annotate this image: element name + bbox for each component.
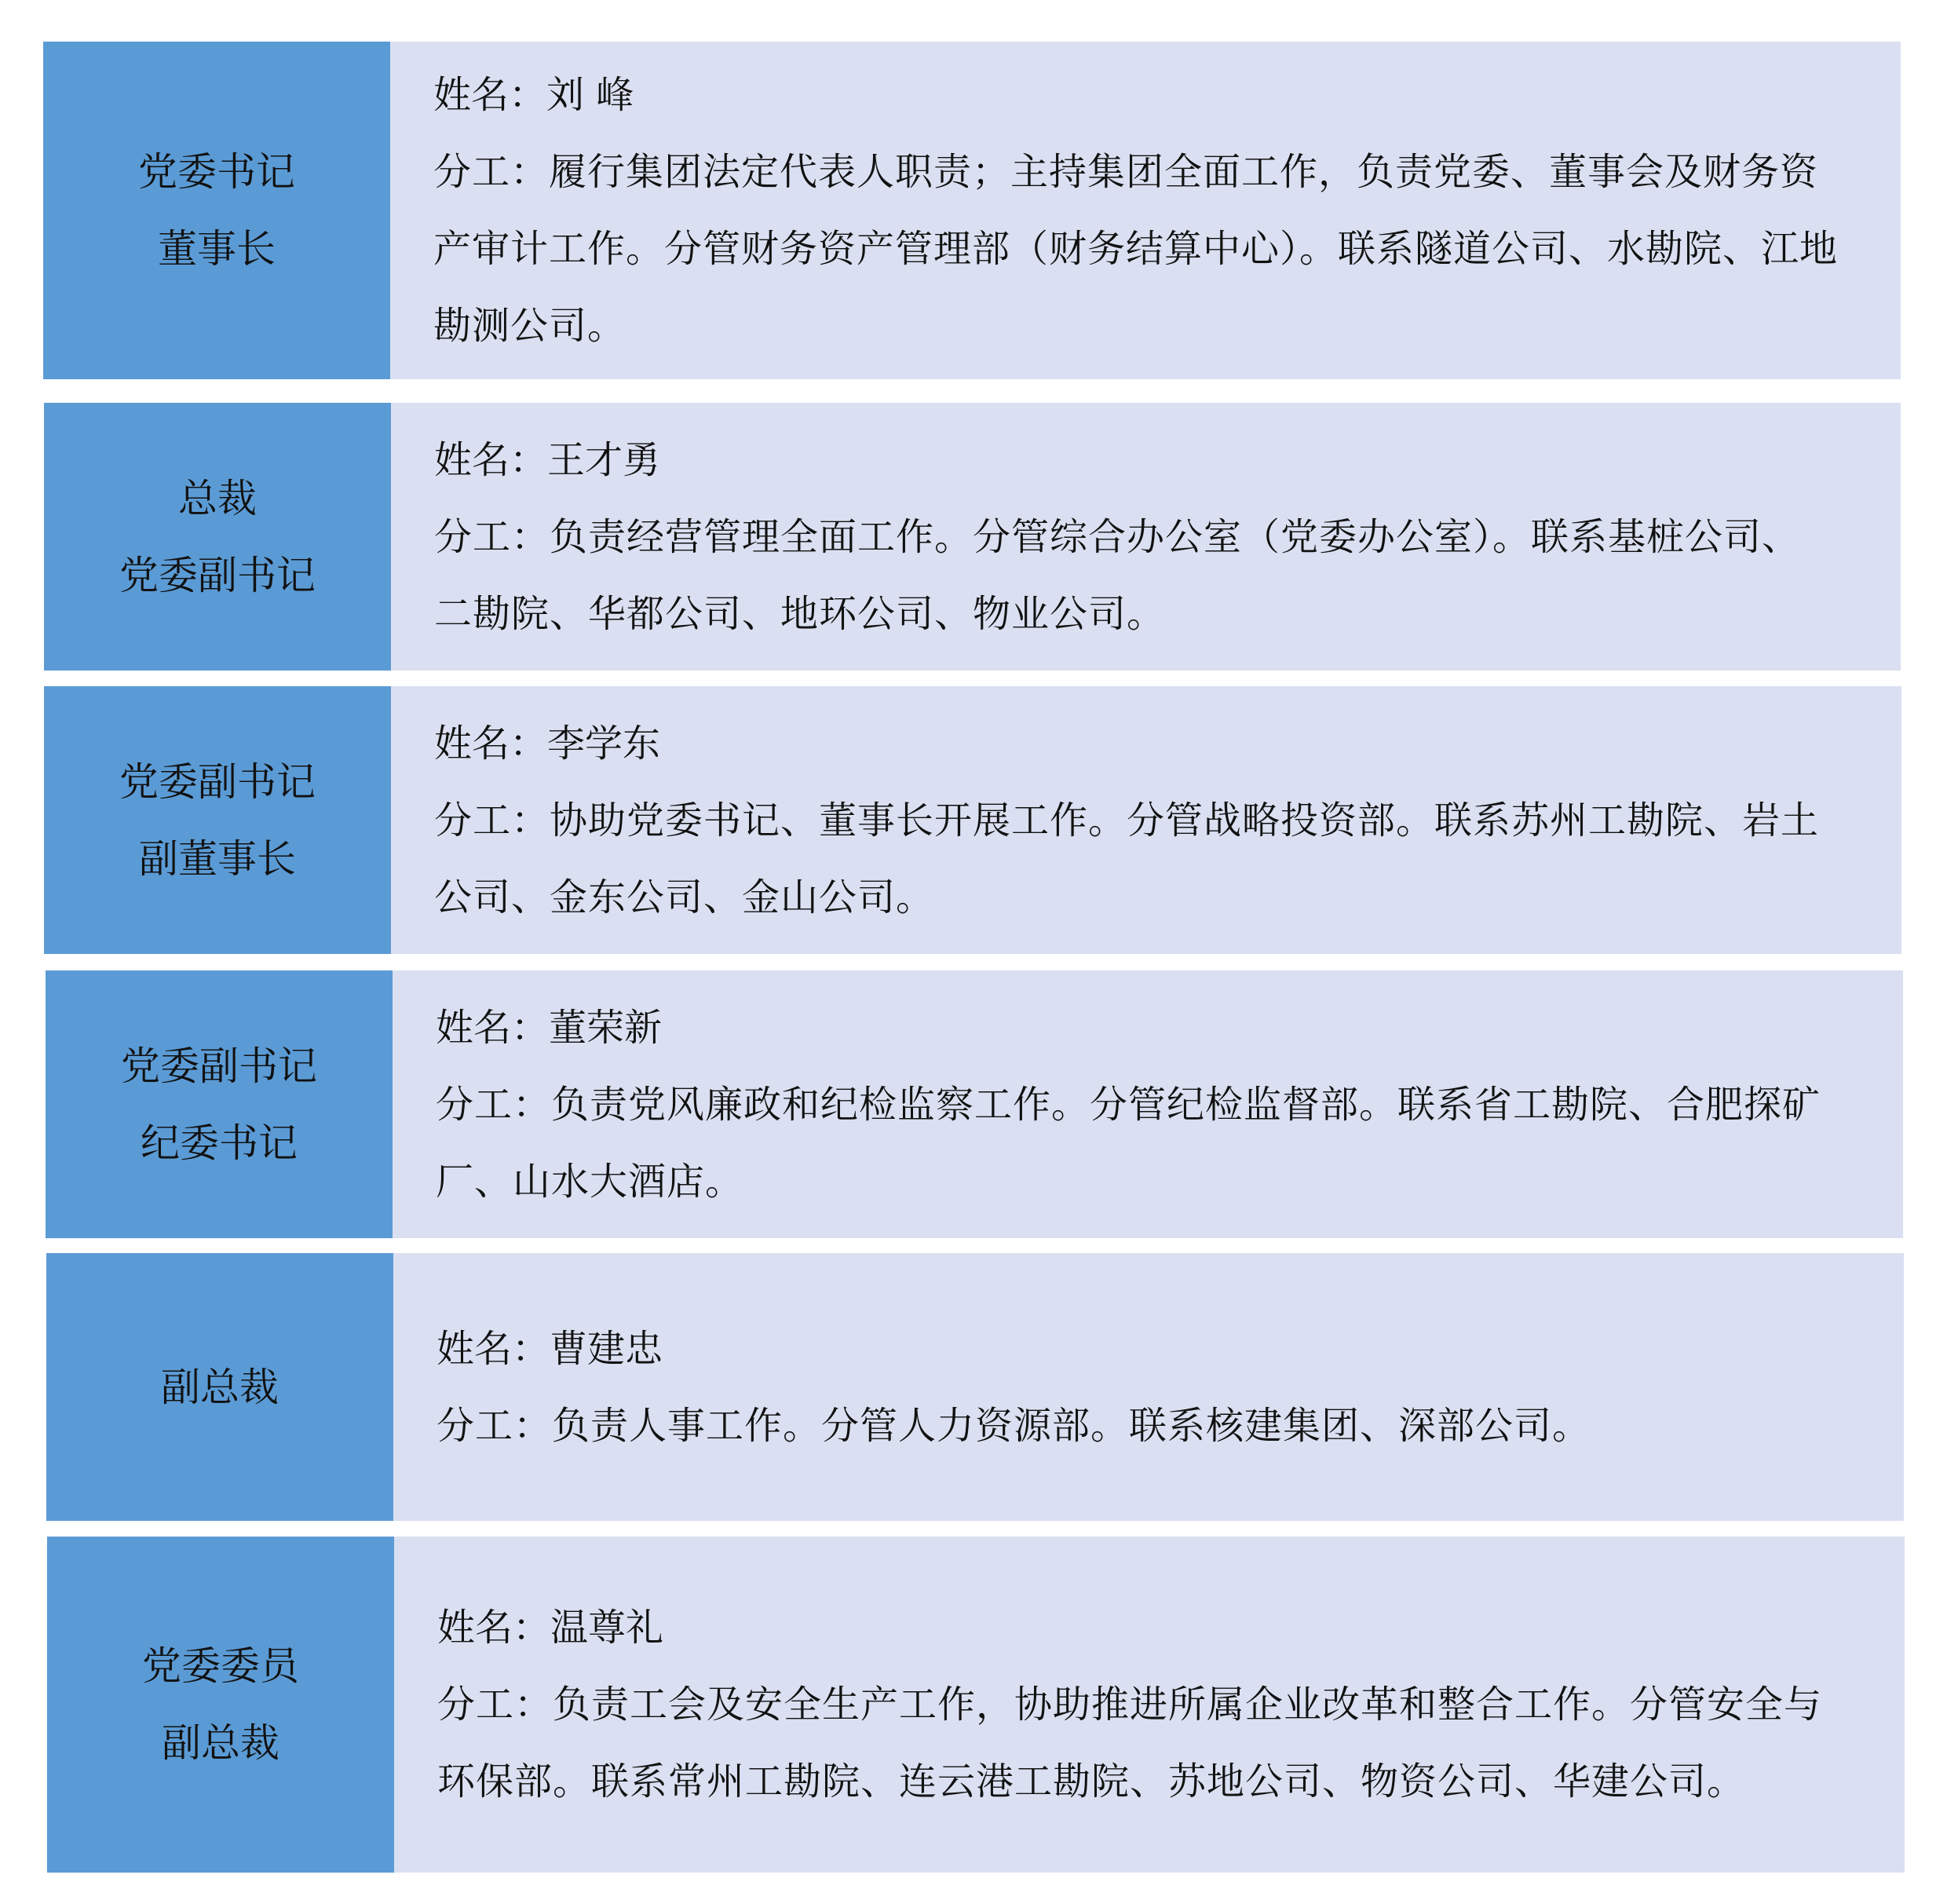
role-title: 党委委员 — [142, 1643, 299, 1689]
info-cell — [393, 970, 1903, 1238]
info-cell — [394, 1537, 1905, 1873]
role-title: 总裁 — [178, 475, 257, 521]
role-title: 副董事长 — [139, 835, 296, 882]
leader-duty: 分工：履行集团法定代表人职责；主持集团全面工作，负责党委、董事会及财务资产审计工作。分管财务资产管理部（财务结算中心）。联系隧道公司、水勘院、江地勘测公司。 — [433, 150, 1839, 348]
info-cell — [391, 686, 1901, 954]
leader-name: 姓名：温尊礼 — [437, 1606, 664, 1650]
leader-name: 姓名：曹建忠 — [437, 1326, 663, 1371]
leader-duty: 分工：负责人事工作。分管人力资源部。联系核建集团、深部公司。 — [437, 1403, 1591, 1448]
role-title: 副总裁 — [162, 1720, 279, 1766]
leader-row-4 — [46, 970, 1903, 1238]
role-cell — [46, 970, 393, 1238]
info-cell — [393, 1253, 1904, 1521]
role-cell — [46, 1253, 393, 1521]
role-cell — [44, 403, 391, 671]
role-title: 纪委书记 — [141, 1120, 298, 1166]
leader-duty: 分工：负责经营管理全面工作。分管综合办公室（党委办公室）。联系基桩公司、二勘院、华都公司、地环公司、物业公司。 — [434, 514, 1801, 636]
leader-name: 姓名：刘 峰 — [433, 73, 634, 117]
leader-duty: 分工：负责党风廉政和纪检监察工作。分管纪检监督部。联系省工勘院、合肥探矿厂、山水大酒店。 — [436, 1082, 1821, 1204]
role-cell — [44, 686, 391, 954]
info-cell — [390, 42, 1901, 379]
leader-row-5 — [46, 1253, 1904, 1521]
info-cell — [391, 403, 1901, 671]
leader-name: 姓名：王才勇 — [434, 437, 661, 482]
role-title: 党委副书记 — [121, 1043, 317, 1089]
leader-duty: 分工：协助党委书记、董事长开展工作。分管战略投资部。联系苏州工勘院、岩土公司、金东公司、金山公司。 — [434, 798, 1820, 919]
leader-name: 姓名：李学东 — [434, 721, 661, 766]
leader-row-2 — [44, 403, 1901, 671]
role-title: 党委副书记 — [119, 552, 316, 598]
role-title: 董事长 — [158, 226, 276, 272]
role-title: 副总裁 — [161, 1364, 279, 1410]
leader-row-3 — [44, 686, 1901, 954]
role-cell — [43, 42, 390, 379]
leader-row-1 — [43, 42, 1901, 379]
leader-row-6 — [47, 1537, 1905, 1873]
leader-name: 姓名：董荣新 — [436, 1005, 663, 1050]
role-cell — [47, 1537, 394, 1873]
role-title: 党委书记 — [138, 149, 295, 195]
role-title: 党委副书记 — [119, 758, 316, 805]
leader-duty: 分工：负责工会及安全生产工作，协助推进所属企业改革和整合工作。分管安全与环保部。联系常州工勘院、连云港工勘院、苏地公司、物资公司、华建公司。 — [437, 1683, 1823, 1804]
